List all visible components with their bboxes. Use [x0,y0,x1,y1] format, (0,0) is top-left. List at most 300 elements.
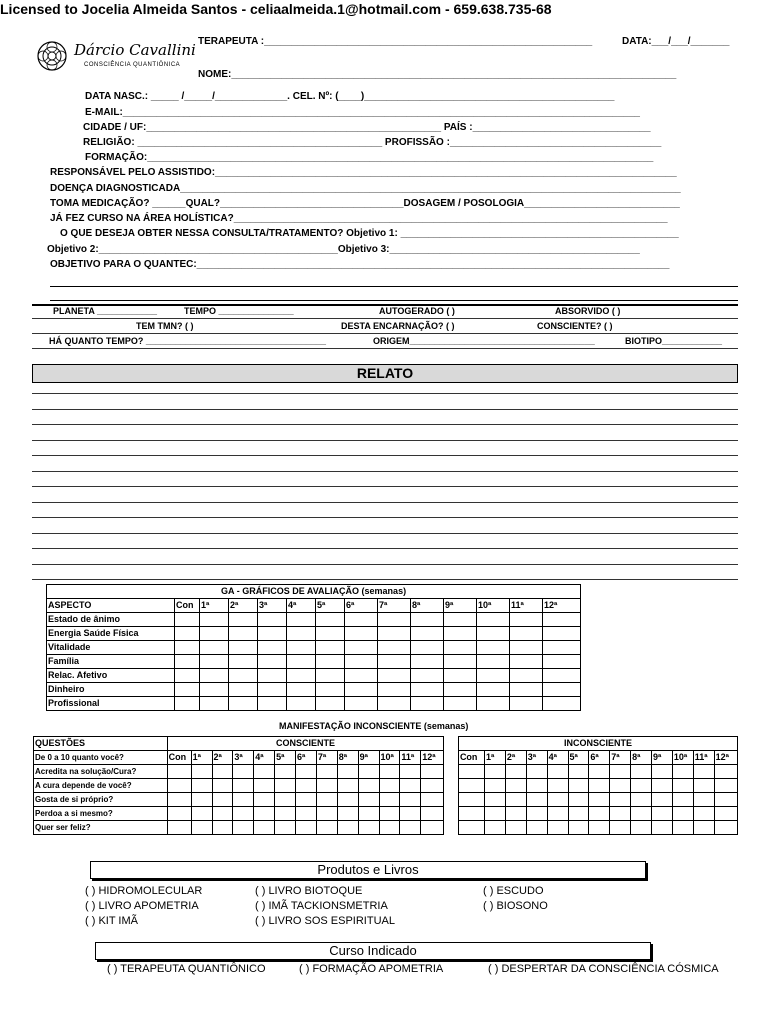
manifestacao-cell[interactable] [526,821,547,835]
field-objetivo-quantec[interactable]: OBJETIVO PARA O QUANTEC:_____________________________________________________________________________________ [50,259,670,270]
ga-column-header: 2ª [229,599,258,613]
manifestacao-cell[interactable] [693,793,714,807]
consciente-header: CONSCIENTE [167,737,444,751]
ga-cell[interactable] [200,655,229,669]
ga-cell[interactable] [510,697,543,711]
produto-option[interactable]: ( ) LIVRO SOS ESPIRITUAL [255,915,395,927]
manifestacao-cell[interactable] [589,807,610,821]
field-doenca[interactable]: DOENÇA DIAGNOSTICADA__________________________________________________________________________________________ [50,183,681,194]
manifestacao-cell[interactable] [212,807,233,821]
manifestacao-cell[interactable] [316,821,337,835]
ga-cell[interactable] [378,641,411,655]
ga-cell[interactable] [200,683,229,697]
manifestacao-cell[interactable] [568,779,589,793]
manifestacao-cell[interactable] [358,821,379,835]
manifestacao-cell[interactable] [458,765,484,779]
manifestacao-cell[interactable] [589,779,610,793]
nome-field[interactable]: NOME:________________________________________________________________________________ [198,69,677,80]
ga-cell[interactable] [345,669,378,683]
manifestacao-cell[interactable] [191,807,212,821]
manifestacao-cell[interactable] [693,821,714,835]
manifestacao-cell[interactable] [421,793,444,807]
manifestacao-cell[interactable] [505,807,526,821]
relato-line[interactable] [32,533,738,534]
ga-cell[interactable] [543,697,581,711]
ga-cell[interactable] [510,655,543,669]
manifestacao-cell[interactable] [485,793,506,807]
ga-cell[interactable] [258,627,287,641]
relato-line[interactable] [32,393,738,394]
ga-row [47,683,581,697]
manifestacao-cell[interactable] [568,821,589,835]
ga-title: GA - GRÁFICOS DE AVALIAÇÃO (semanas) [47,585,581,599]
manifestacao-cell[interactable] [337,821,358,835]
ga-cell[interactable] [175,627,200,641]
manifestacao-cell[interactable] [212,779,233,793]
ga-column-header: 10ª [477,599,510,613]
week-column-header: 5ª [568,751,589,765]
ga-cell[interactable] [378,655,411,669]
ga-cell[interactable] [477,669,510,683]
manifestacao-cell[interactable] [275,821,296,835]
ga-cell[interactable] [200,697,229,711]
produto-option[interactable]: ( ) LIVRO BIOTOQUE [255,885,363,897]
manifestacao-cell[interactable] [505,765,526,779]
ga-cell[interactable] [345,641,378,655]
relato-line[interactable] [32,564,738,565]
ga-cell[interactable] [175,697,200,711]
relato-line[interactable] [32,502,738,503]
field-data-nasc-cel[interactable]: DATA NASC.: _____ /_____/_____________. CEL. Nº: (____)_____________________________________________ [85,91,615,102]
manifestacao-cell[interactable] [275,793,296,807]
manifestacao-cell[interactable] [167,765,191,779]
manifestacao-cell[interactable] [485,821,506,835]
ga-cell[interactable] [444,613,477,627]
ga-cell[interactable] [200,641,229,655]
ga-cell[interactable] [477,655,510,669]
relato-line[interactable] [32,455,738,456]
question-row [34,807,738,821]
week-column-header: 3ª [233,751,254,765]
origem-field[interactable]: ORIGEM_____________________________________ [373,336,595,346]
manifestacao-cell[interactable] [547,793,568,807]
ga-cell[interactable] [287,641,316,655]
manifestacao-cell[interactable] [526,807,547,821]
relato-line[interactable] [32,424,738,425]
ga-cell[interactable] [411,683,444,697]
ga-cell[interactable] [477,641,510,655]
ga-cell[interactable] [411,655,444,669]
manifestacao-cell[interactable] [631,807,652,821]
ga-row [47,627,581,641]
manifestacao-cell[interactable] [693,765,714,779]
ga-cell[interactable] [510,641,543,655]
ga-cell[interactable] [229,641,258,655]
manifestacao-cell[interactable] [254,807,275,821]
inconsciente-header: INCONSCIENTE [458,737,737,751]
field-curso-holistico[interactable]: JÁ FEZ CURSO NA ÁREA HOLÍSTICA?______________________________________________________________________________ [50,213,668,224]
field-responsavel[interactable]: RESPONSÁVEL PELO ASSISTIDO:___________________________________________________________________________________ [50,167,677,178]
manifestacao-cell[interactable] [610,765,631,779]
ga-cell[interactable] [378,697,411,711]
week-column-header: 9ª [358,751,379,765]
relato-line[interactable] [32,409,738,410]
manifestacao-cell[interactable] [337,765,358,779]
manifestacao-cell[interactable] [672,807,693,821]
week-column-header: Con [458,751,484,765]
ga-cell[interactable] [229,683,258,697]
ga-cell[interactable] [316,627,345,641]
manifestacao-cell[interactable] [358,765,379,779]
ga-cell[interactable] [477,683,510,697]
curso-option[interactable]: ( ) TERAPEUTA QUANTIÔNICO [107,963,266,975]
produto-option[interactable]: ( ) KIT IMÃ [85,915,138,927]
manifestacao-cell[interactable] [191,793,212,807]
ga-row-label: Família [47,655,175,669]
ga-cell[interactable] [258,683,287,697]
ga-cell[interactable] [258,697,287,711]
data-field[interactable]: DATA:___/___/_______ [622,36,730,47]
absorvido-field[interactable]: ABSORVIDO ( ) [555,306,621,316]
manifestacao-cell[interactable] [485,765,506,779]
ga-cell[interactable] [543,613,581,627]
manifestacao-cell[interactable] [505,779,526,793]
terapeuta-field[interactable]: TERAPEUTA :___________________________________________________________ [198,36,593,47]
field-objetivo-1[interactable]: O QUE DESEJA OBTER NESSA CONSULTA/TRATAMENTO? Objetivo 1: __________________________________________________ [60,228,679,239]
manifestacao-cell[interactable] [568,765,589,779]
ga-cell[interactable] [258,613,287,627]
ga-cell[interactable] [229,669,258,683]
manifestacao-cell[interactable] [458,779,484,793]
ga-cell[interactable] [411,669,444,683]
ga-cell[interactable] [287,627,316,641]
ga-cell[interactable] [345,697,378,711]
ga-cell[interactable] [287,697,316,711]
ga-cell[interactable] [510,669,543,683]
ga-cell[interactable] [200,627,229,641]
manifestacao-cell[interactable] [505,793,526,807]
manifestacao-cell[interactable] [610,779,631,793]
manifestacao-cell[interactable] [458,793,484,807]
manifestacao-cell[interactable] [212,821,233,835]
question-row [34,765,738,779]
ga-cell[interactable] [258,655,287,669]
manifestacao-cell[interactable] [652,821,673,835]
manifestacao-cell[interactable] [714,821,737,835]
manifestacao-cell[interactable] [421,765,444,779]
manifestacao-cell[interactable] [212,765,233,779]
field-objetivo-2-3[interactable]: Objetivo 2:___________________________________________Objetivo 3:_____________________________________________ [47,244,640,255]
manifestacao-cell[interactable] [233,807,254,821]
ga-cell[interactable] [200,669,229,683]
manifestacao-cell[interactable] [672,793,693,807]
manifestacao-cell[interactable] [672,779,693,793]
ga-column-header: 5ª [316,599,345,613]
manifestacao-cell[interactable] [672,821,693,835]
produto-option[interactable]: ( ) HIDROMOLECULAR [85,885,203,897]
ga-cell[interactable] [477,627,510,641]
ga-cell[interactable] [287,613,316,627]
manifestacao-cell[interactable] [233,779,254,793]
ga-cell[interactable] [411,641,444,655]
ga-cell[interactable] [378,613,411,627]
ga-cell[interactable] [444,641,477,655]
manifestacao-cell[interactable] [631,821,652,835]
ga-cell[interactable] [378,669,411,683]
desta-encarnacao-field[interactable]: DESTA ENCARNAÇÃO? ( ) [341,321,455,331]
ga-cell[interactable] [258,669,287,683]
manifestacao-cell[interactable] [547,779,568,793]
produto-option[interactable]: ( ) ESCUDO [483,885,544,897]
produto-option[interactable]: ( ) BIOSONO [483,900,548,912]
question-row [34,751,738,765]
manifestacao-cell[interactable] [254,779,275,793]
manifestacao-cell[interactable] [233,821,254,835]
ga-cell[interactable] [444,627,477,641]
field-email[interactable]: E-MAIL:_____________________________________________________________________________________________ [85,107,640,118]
manifestacao-cell[interactable] [379,765,400,779]
week-column-header: 2ª [212,751,233,765]
manifestacao-cell[interactable] [275,765,296,779]
manifestacao-cell[interactable] [589,821,610,835]
manifestacao-cell[interactable] [631,779,652,793]
manifestacao-cell[interactable] [610,821,631,835]
manifestacao-cell[interactable] [526,779,547,793]
relato-line[interactable] [32,471,738,472]
ga-cell[interactable] [287,683,316,697]
ga-cell[interactable] [543,627,581,641]
ga-cell[interactable] [477,613,510,627]
manifestacao-cell[interactable] [526,765,547,779]
manifestacao-cell[interactable] [568,807,589,821]
ga-cell[interactable] [543,683,581,697]
manifestacao-cell[interactable] [358,793,379,807]
manifestacao-cell[interactable] [589,765,610,779]
manifestacao-cell[interactable] [337,807,358,821]
manifestacao-cell[interactable] [631,793,652,807]
ga-cell[interactable] [316,697,345,711]
ga-cell[interactable] [229,613,258,627]
week-column-header: 1ª [191,751,212,765]
manifestacao-cell[interactable] [505,821,526,835]
manifestacao-cell[interactable] [254,821,275,835]
manifestacao-cell[interactable] [400,779,421,793]
manifestacao-cell[interactable] [526,793,547,807]
manifestacao-cell[interactable] [167,807,191,821]
field-cidade-pais[interactable]: CIDADE / UF:_____________________________________________________ PAÍS :________________________________ [83,122,651,133]
manifestacao-cell[interactable] [652,807,673,821]
ga-cell[interactable] [444,669,477,683]
manifestacao-cell[interactable] [191,779,212,793]
relato-line[interactable] [32,517,738,518]
manifestacao-cell[interactable] [610,793,631,807]
ga-cell[interactable] [543,669,581,683]
manifestacao-cell[interactable] [296,765,317,779]
week-column-header: 8ª [631,751,652,765]
manifestacao-cell[interactable] [458,821,484,835]
manifestacao-cell[interactable] [672,765,693,779]
week-column-header: 7ª [316,751,337,765]
week-column-header: 9ª [652,751,673,765]
relato-line[interactable] [32,548,738,549]
ga-row [47,697,581,711]
ga-cell[interactable] [543,655,581,669]
ga-cell[interactable] [316,669,345,683]
ga-cell[interactable] [316,683,345,697]
autogerado-field[interactable]: AUTOGERADO ( ) [379,306,455,316]
manifestacao-cell[interactable] [191,765,212,779]
manifestacao-cell[interactable] [547,807,568,821]
ga-column-header: 12ª [543,599,581,613]
manifestacao-cell[interactable] [358,779,379,793]
ga-row-label: Energia Saúde Física [47,627,175,641]
ga-cell[interactable] [378,627,411,641]
manifestacao-cell[interactable] [714,793,737,807]
manifestacao-cell[interactable] [358,807,379,821]
manifestacao-cell[interactable] [458,807,484,821]
manifestacao-cell[interactable] [400,821,421,835]
ga-cell[interactable] [477,697,510,711]
manifestacao-cell[interactable] [589,793,610,807]
manifestacao-cell[interactable] [485,807,506,821]
curso-option[interactable]: ( ) DESPERTAR DA CONSCIÊNCIA CÓSMICA [488,963,719,975]
ga-cell[interactable] [411,613,444,627]
manifestacao-cell[interactable] [191,821,212,835]
ha-quanto-tempo-field[interactable]: HÁ QUANTO TEMPO? ____________________________________ [49,336,327,346]
planeta-field[interactable]: PLANETA ____________ [53,306,158,316]
manifestacao-cell[interactable] [421,807,444,821]
ga-cell[interactable] [345,627,378,641]
tem-tmn-field[interactable]: TEM TMN? ( ) [136,321,194,331]
manifestacao-cell[interactable] [316,765,337,779]
ga-cell[interactable] [258,641,287,655]
ga-cell[interactable] [175,683,200,697]
ga-cell[interactable] [316,655,345,669]
manifestacao-cell[interactable] [631,765,652,779]
manifestacao-cell[interactable] [421,821,444,835]
manifestacao-cell[interactable] [547,821,568,835]
manifestacao-cell[interactable] [693,779,714,793]
tempo-field[interactable]: TEMPO _______________ [184,306,294,316]
ga-cell[interactable] [345,655,378,669]
manifestacao-cell[interactable] [167,779,191,793]
biotipo-field[interactable]: BIOTIPO____________ [625,336,723,346]
ga-cell[interactable] [229,627,258,641]
manifestacao-cell[interactable] [652,765,673,779]
manifestacao-cell[interactable] [296,779,317,793]
manifestacao-cell[interactable] [316,779,337,793]
field-religiao-profissao[interactable]: RELIGIÃO: ____________________________________________ PROFISSÃO :______________________________________ [83,137,662,148]
manifestacao-cell[interactable] [233,765,254,779]
blank-line [50,300,738,301]
question-label: A cura depende de você? [34,779,168,793]
manifestacao-cell[interactable] [275,779,296,793]
field-medicacao[interactable]: TOMA MEDICAÇÃO? ______QUAL?_________________________________DOSAGEM / POSOLOGIA____________________________ [50,198,680,209]
ga-cell[interactable] [510,627,543,641]
manifestacao-cell[interactable] [167,793,191,807]
manifestacao-cell[interactable] [652,793,673,807]
ga-cell[interactable] [175,655,200,669]
ga-cell[interactable] [411,697,444,711]
manifestacao-cell[interactable] [316,793,337,807]
ga-cell[interactable] [444,697,477,711]
ga-cell[interactable] [229,655,258,669]
manifestacao-cell[interactable] [400,793,421,807]
manifestacao-cell[interactable] [254,765,275,779]
manifestacao-cell[interactable] [379,821,400,835]
manifestacao-cell[interactable] [421,779,444,793]
curso-option[interactable]: ( ) FORMAÇÃO APOMETRIA [299,963,444,975]
manifestacao-cell[interactable] [167,821,191,835]
manifestacao-cell[interactable] [714,779,737,793]
manifestacao-cell[interactable] [296,821,317,835]
ga-cell[interactable] [444,655,477,669]
table-gap [444,821,459,835]
field-formacao[interactable]: FORMAÇÃO:___________________________________________________________________________________________ [85,152,654,163]
manifestacao-cell[interactable] [296,807,317,821]
manifestacao-cell[interactable] [400,807,421,821]
ga-cell[interactable] [175,613,200,627]
manifestacao-cell[interactable] [379,807,400,821]
ga-cell[interactable] [287,655,316,669]
manifestacao-cell[interactable] [337,793,358,807]
ga-cell[interactable] [345,683,378,697]
manifestacao-cell[interactable] [254,793,275,807]
manifestacao-cell[interactable] [714,807,737,821]
relato-line[interactable] [32,486,738,487]
manifestacao-cell[interactable] [316,807,337,821]
manifestacao-cell[interactable] [485,779,506,793]
manifestacao-cell[interactable] [233,793,254,807]
relato-line[interactable] [32,440,738,441]
relato-line[interactable] [32,579,738,580]
manifestacao-cell[interactable] [693,807,714,821]
week-column-header: 1ª [485,751,506,765]
manifestacao-cell[interactable] [568,793,589,807]
manifestacao-cell[interactable] [714,765,737,779]
ga-cell[interactable] [316,641,345,655]
ga-cell[interactable] [510,613,543,627]
ga-cell[interactable] [287,669,316,683]
ga-row [47,655,581,669]
consciente-field[interactable]: CONSCIENTE? ( ) [537,321,613,331]
manifestacao-cell[interactable] [652,779,673,793]
manifestacao-cell[interactable] [296,793,317,807]
ga-cell[interactable] [316,613,345,627]
produto-option[interactable]: ( ) IMÃ TACKIONSMETRIA [255,900,388,912]
manifestacao-cell[interactable] [547,765,568,779]
ga-cell[interactable] [543,641,581,655]
produto-option[interactable]: ( ) LIVRO APOMETRIA [85,900,199,912]
ga-cell[interactable] [175,669,200,683]
ga-cell[interactable] [175,641,200,655]
ga-cell[interactable] [411,627,444,641]
manifestacao-cell[interactable] [337,779,358,793]
manifestacao-cell[interactable] [610,807,631,821]
ga-cell[interactable] [444,683,477,697]
ga-table [46,584,581,711]
manifestacao-cell[interactable] [275,807,296,821]
ga-cell[interactable] [200,613,229,627]
manifestacao-cell[interactable] [379,779,400,793]
ga-cell[interactable] [229,697,258,711]
ga-cell[interactable] [345,613,378,627]
manifestacao-cell[interactable] [400,765,421,779]
ga-cell[interactable] [378,683,411,697]
manifestacao-cell[interactable] [212,793,233,807]
ga-cell[interactable] [510,683,543,697]
manifestacao-cell[interactable] [379,793,400,807]
